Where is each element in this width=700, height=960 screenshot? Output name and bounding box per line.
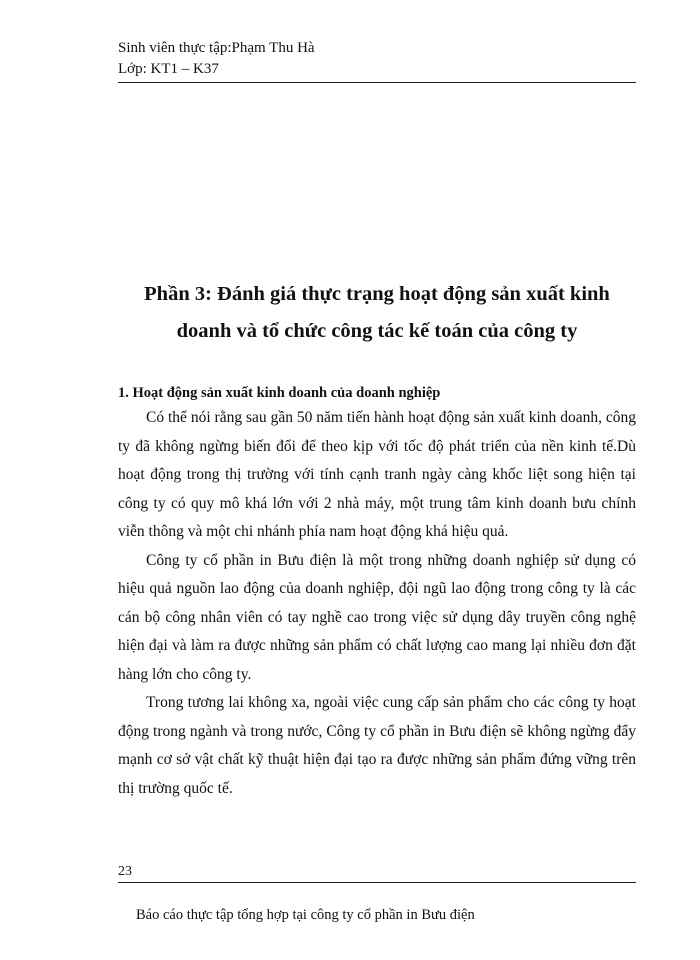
report-footer-title: Báo cáo thực tập tổng hợp tại công ty cổ phần in Bưu điện — [136, 907, 475, 923]
section-heading: 1. Hoạt động sản xuất kinh doanh của doanh nghiệp — [118, 385, 441, 401]
chapter-title — [118, 276, 636, 350]
chapter-title-line-1: Phần 3: Đánh giá thực trạng hoạt động sản xuất kinh — [144, 283, 610, 305]
page-number: 23 — [118, 864, 132, 879]
footer-divider — [118, 882, 636, 883]
paragraph-1: Có thể nói rằng sau gần 50 năm tiến hành hoạt động sản xuất kinh doanh, công ty đã không ngừng biến đổi để theo kịp với tốc độ phát triển của nền kinh tế.Dù hoạt động trong thị trường với tính cạnh tranh ngày càng khốc liệt song hiện tại công ty có quy mô khá lớn với 2 nhà máy, một trung tâm kinh doanh bưu chính viễn thông và một chi nhánh phía nam hoạt động khá hiệu quả. — [118, 409, 636, 540]
paragraph-3: Trong tương lai không xa, ngoài việc cung cấp sản phẩm cho các công ty hoạt động trong ngành và trong nước, Công ty cổ phần in Bưu điện sẽ không ngừng đẩy mạnh cơ sở vật chất kỹ thuật hiện đại tạo ra được những sản phẩm đứng vững trên thị trường quốc tế. — [118, 694, 636, 797]
class-line: Lớp: KT1 – K37 — [118, 61, 219, 77]
section-body — [118, 404, 636, 803]
chapter-title-line-2: doanh và tổ chức công tác kế toán của công ty — [176, 320, 578, 342]
page-header — [118, 38, 636, 80]
student-name-line: Sinh viên thực tập:Phạm Thu Hà — [118, 40, 315, 56]
paragraph-2: Công ty cổ phần in Bưu điện là một trong những doanh nghiệp sử dụng có hiệu quả nguồn lao động của doanh nghiệp, đội ngũ lao động trong công ty là các cán bộ công nhân viên có tay nghề cao trong việc sử dụng dây truyền công nghệ hiện đại và làm ra được những sản phẩm có chất lượng cao mang lại nhiều đơn đặt hàng lớn cho công ty. — [118, 551, 636, 683]
header-divider — [118, 82, 636, 83]
